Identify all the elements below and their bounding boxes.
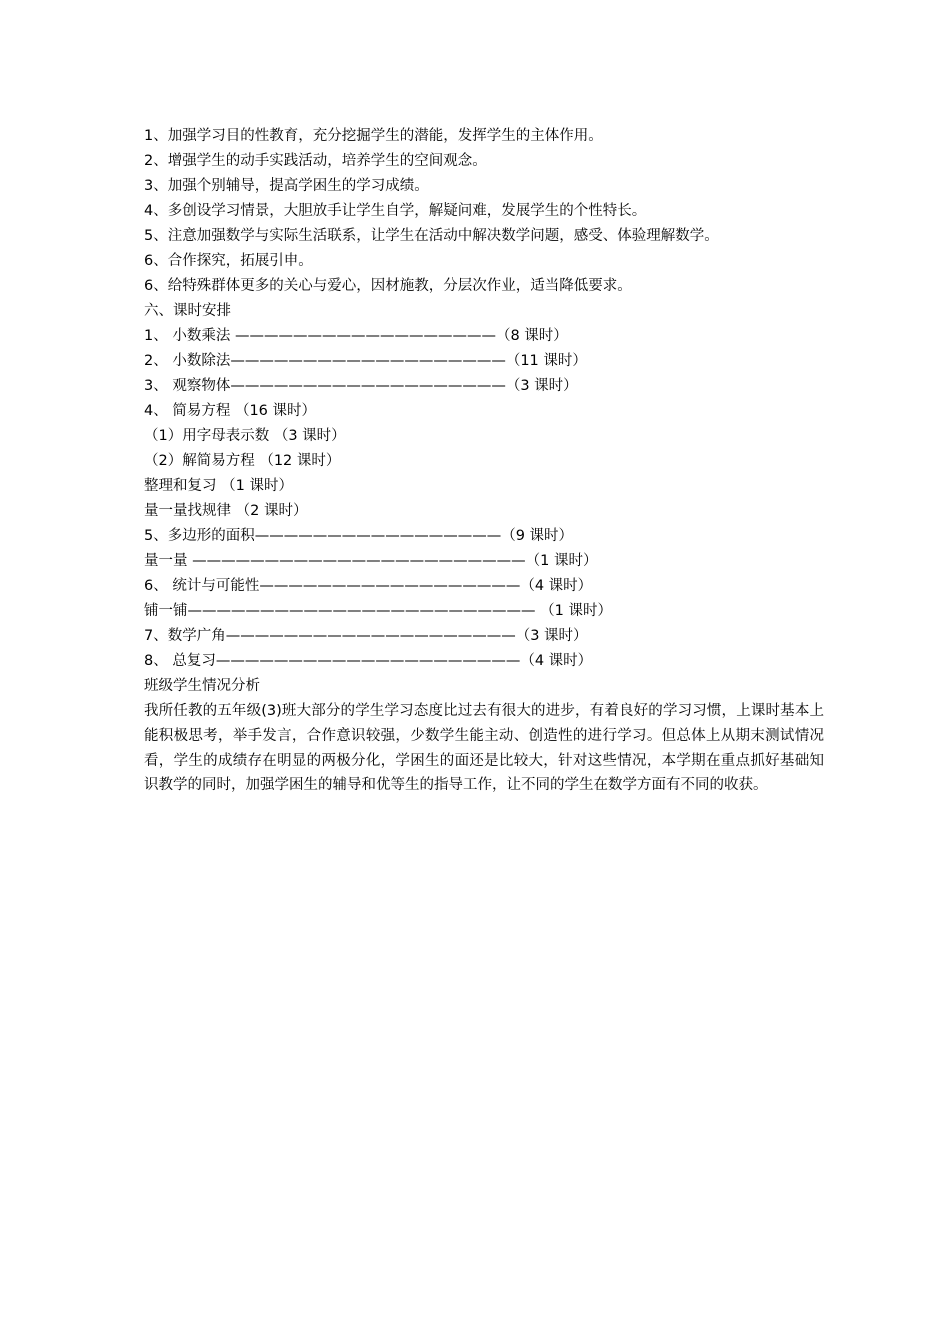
schedule-item: （2）解简易方程 （12 课时） [144, 453, 341, 469]
measure-item: 1、加强学习目的性教育，充分挖掘学生的潜能，发挥学生的主体作用。 [144, 128, 603, 144]
schedule-item: 量一量 ———————————————————————（1 课时） [144, 553, 598, 569]
schedule-item: 7、数学广角————————————————————（3 课时） [144, 628, 588, 644]
schedule-item: 5、多边形的面积—————————————————（9 课时） [144, 528, 574, 544]
analysis-heading: 班级学生情况分析 [144, 678, 260, 694]
schedule-item: 6、 统计与可能性——————————————————（4 课时） [144, 578, 593, 594]
schedule-heading: 六、课时安排 [144, 303, 231, 319]
document-body [144, 124, 824, 798]
schedule-item: 量一量找规律 （2 课时） [144, 503, 308, 519]
measure-item: 2、增强学生的动手实践活动，培养学生的空间观念。 [144, 153, 487, 169]
schedule-item: 2、 小数除法———————————————————（11 课时） [144, 353, 587, 369]
schedule-item: （1）用字母表示数 （3 课时） [144, 428, 346, 444]
measure-item: 6、给特殊群体更多的关心与爱心，因材施教，分层次作业，适当降低要求。 [144, 278, 632, 294]
measure-item: 5、注意加强数学与实际生活联系，让学生在活动中解决数学问题，感受、体验理解数学。 [144, 228, 719, 244]
schedule-item: 铺一铺———————————————————————— （1 课时） [144, 603, 612, 619]
measure-item: 6、合作探究，拓展引申。 [144, 253, 313, 269]
measure-item: 4、多创设学习情景，大胆放手让学生自学，解疑问难，发展学生的个性特长。 [144, 203, 647, 219]
schedule-item: 1、 小数乘法 ——————————————————（8 课时） [144, 328, 568, 344]
schedule-item: 4、 简易方程 （16 课时） [144, 403, 317, 419]
schedule-item: 整理和复习 （1 课时） [144, 478, 293, 494]
analysis-paragraph: 我所任教的五年级(3)班大部分的学生学习态度比过去有很大的进步，有着良好的学习习惯，上课时基本上能积极思考，举手发言，合作意识较强，少数学生能主动、创造性的进行学习。但总体上从期末测试情况看，学生的成绩存在明显的两极分化，学困生的面还是比较大，针对这些情况，本学期在重点抓好基础知识教学的同时，加强学困生的辅导和优等生的指导工作，让不同的学生在数学方面有不同的收获。 [144, 703, 824, 794]
schedule-item: 8、 总复习—————————————————————（4 课时） [144, 653, 593, 669]
measure-item: 3、加强个别辅导，提高学困生的学习成绩。 [144, 178, 429, 194]
schedule-item: 3、 观察物体———————————————————（3 课时） [144, 378, 578, 394]
